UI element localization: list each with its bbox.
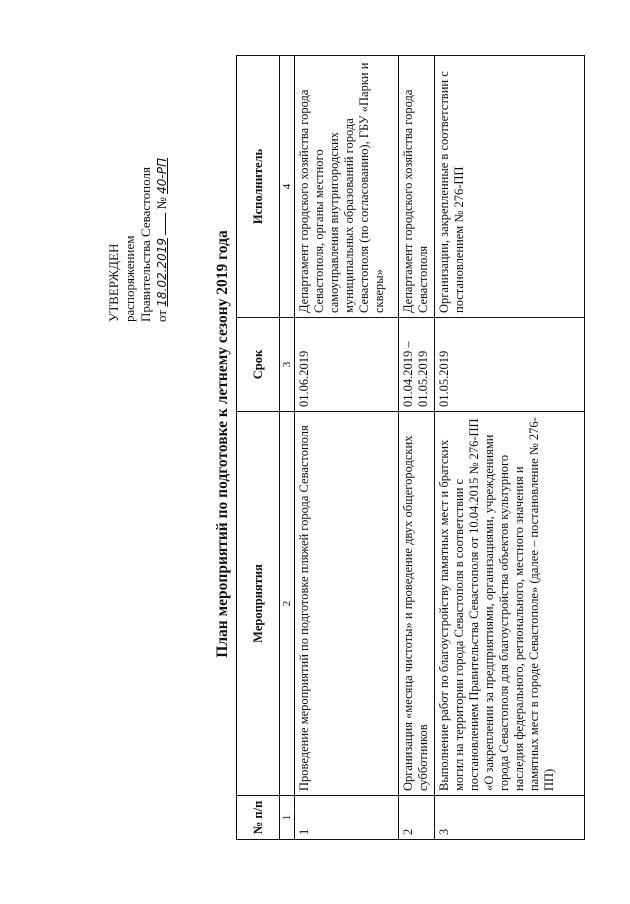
header-term: Срок: [237, 318, 280, 412]
approval-line-2: распоряжением: [122, 235, 137, 322]
row-term: 01.04.2019 – 01.05.2019: [399, 318, 435, 412]
table-row: [399, 56, 435, 840]
row-term: 01.06.2019: [295, 318, 399, 412]
approval-stamp: [106, 158, 170, 322]
approval-date: 18.02.2019: [155, 238, 169, 307]
header-executor: Исполнитель: [237, 56, 280, 318]
row-term: 01.05.2019: [435, 318, 585, 412]
row-event: Выполнение работ по благоустройству памятных мест и братских могил на территории города Севастополя в соответствии с постановлением Правительства Севастополя от 10.04.2015 № 276-ПП «О закреплении за предприятиями, организациями, учреждениями города Севастополя для благоустройства объектов культурного наследия федерального, регионального, местного значения и памятных мест в городе Севастополе» (далее – постановление № 276-ПП): [435, 412, 585, 796]
table-header-row: [237, 56, 280, 840]
row-executor: Департамент городского хозяйства города Севастополя, органы местного самоуправления внутригородских муниципальных образований города Севастополя (по согласованию), ГБУ «Парки и скверы»: [295, 56, 399, 318]
approval-from: от: [154, 309, 169, 322]
table-row: [435, 56, 585, 840]
header-event: Мероприятия: [237, 412, 280, 796]
row-executor: Организации, закрепленные в соответствии с постановлением № 276-ПП: [435, 56, 585, 318]
column-number: 4: [280, 56, 295, 318]
row-number: 1: [295, 796, 399, 840]
column-number-row: [280, 56, 295, 840]
approval-line-3: Правительства Севастополя: [138, 167, 153, 322]
approval-blank: [165, 213, 166, 235]
plan-table: [236, 55, 585, 840]
approval-no: №: [154, 197, 169, 210]
approval-line-1: УТВЕРЖДЕН: [106, 243, 121, 322]
column-number: 3: [280, 318, 295, 412]
column-number: 2: [280, 412, 295, 796]
row-event: Проведение мероприятий по подготовке пляжей города Севастополя: [295, 412, 399, 796]
column-number: 1: [280, 796, 295, 840]
row-executor: Департамент городского хозяйства города Севастополя: [399, 56, 435, 318]
page-title: План мероприятий по подготовке к летнему сезону 2019 года: [214, 230, 231, 658]
approval-date-line: [154, 158, 170, 322]
approval-number: 40-РП: [155, 158, 169, 194]
row-event: Организация «месяца чистоты» и проведение двух общегородских субботников: [399, 412, 435, 796]
header-number: № п/п: [237, 796, 280, 840]
row-number: 2: [399, 796, 435, 840]
table-row: [295, 56, 399, 840]
row-number: 3: [435, 796, 585, 840]
